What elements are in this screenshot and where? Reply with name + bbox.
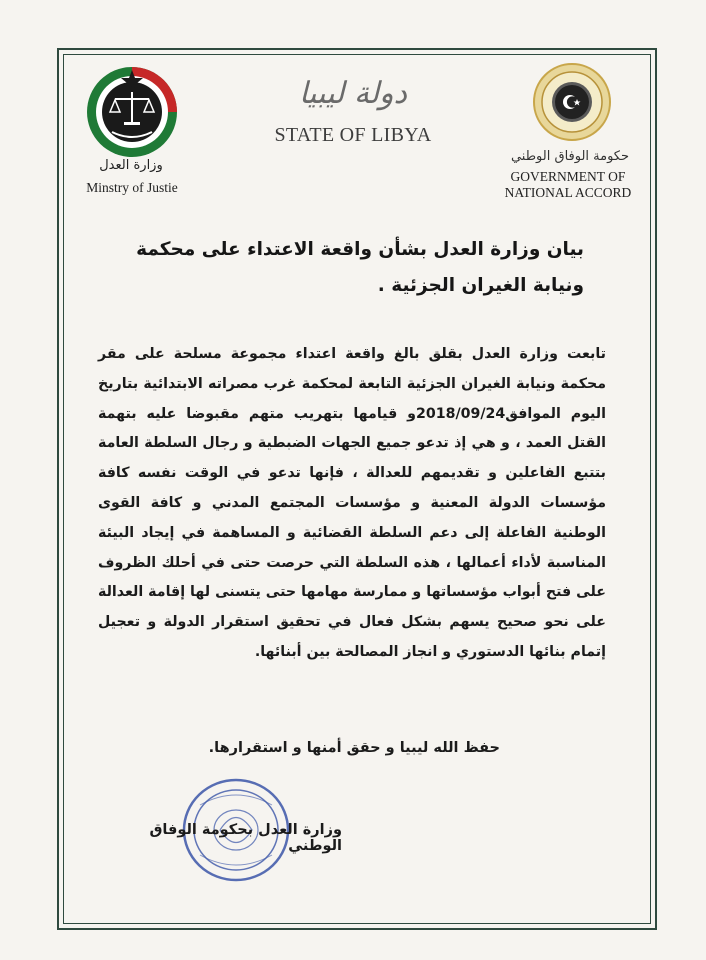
- ministry-name-arabic: وزارة العدل: [99, 158, 163, 173]
- statement-title: بيان وزارة العدل بشأن واقعة الاعتداء على محكمة ونيابة الغيران الجزئية .: [136, 239, 584, 296]
- scales-of-justice-emblem-icon: [82, 62, 182, 158]
- government-name-english-line1: GOVERNMENT OF: [510, 169, 626, 184]
- government-seal-logo: [532, 62, 612, 142]
- government-crescent-seal-icon: [532, 62, 612, 142]
- statement-body: تابعت وزارة العدل بقلق بالغ واقعة اعتداء مجموعة مسلحة على مقر محكمة ونيابة الغيران الجزئية التابعة لمحكمة غرب مصراته الابتدائية بتاريخ اليوم الموافق2018/09/24و قيامها بتهريب متهم مقبوضا عليه بتهمة القتل العمد ، و هي إذ تدعو جميع الجهات الضبطية و رجال السلطة العامة بتتبع الفاعلين و تقديمهم للعدالة ، فإنها تدعو في الوقت نفسه كافة مؤسسات الدولة المعنية و مؤسسات المجتمع المدني و كافة القوى الوطنية الفاعلة إلى دعم السلطة القضائية و المساهمة في إيجاد البيئة المناسبة لأداء أعمالها ، هذه السلطة التي حرصت حتى في أحلك الظروف على فتح أبواب مؤسساتها و ممارسة مهامها حتى يتسنى لها إقامة العدالة على نحو صحيح يسهم بشكل فعال في تحقيق استقرار الدولة و تعجيل إتمام بنائها الدستوري و انجاز المصالحة بين أبنائها.: [98, 346, 606, 660]
- government-name-english-line2: NATIONAL ACCORD: [504, 185, 632, 200]
- ministry-of-justice-logo: [82, 62, 182, 158]
- government-name-arabic: حكومة الوفاق الوطني: [510, 149, 630, 164]
- state-name-arabic: دولة ليبيا: [298, 76, 408, 111]
- state-name-english: STATE OF LIBYA: [274, 124, 432, 146]
- ministry-name-english: Minstry of Justie: [86, 180, 178, 195]
- signature-line: وزارة العدل بحكومة الوفاق الوطني: [149, 822, 342, 854]
- closing-line: حفظ الله ليبيا و حقق أمنها و استقرارها.: [208, 740, 500, 756]
